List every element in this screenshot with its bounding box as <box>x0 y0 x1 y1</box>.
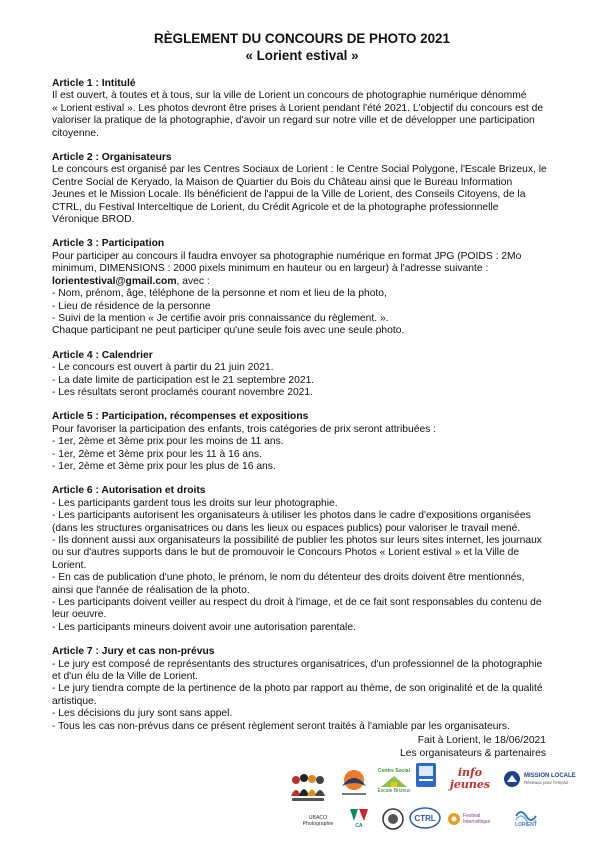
festival-text: Festival Interceltique <box>463 813 491 825</box>
signature-block <box>400 734 546 760</box>
article-line: Véronique BROD. <box>52 214 135 226</box>
article-line: citoyenne. <box>52 127 99 139</box>
ubaco-text: UBACO Photographie <box>302 815 334 827</box>
article-line: - Le jury tiendra compte de la pertinence de la photo par rapport au thème, de son originalité et de la qualité <box>52 683 543 695</box>
article-4 <box>52 350 552 400</box>
mission-locale-logo <box>503 764 578 794</box>
article-title: Article 7 : Jury et cas non-prévus <box>52 646 215 658</box>
info-jeunes-text: info jeunes <box>449 766 491 791</box>
article-line: Le concours est organisé par les Centres Sociaux de Lorient : le Centre Social Polygone, l'Escale Brizeux, le <box>52 164 547 176</box>
article-1 <box>52 78 552 140</box>
article-line: - Les participants gardent tous les droits sur leur photographie. <box>52 497 338 509</box>
email-suffix: , avec : <box>176 275 210 287</box>
article-title: Article 5 : Participation, récompenses et expositions <box>52 411 309 423</box>
article-line: - 1er, 2ème et 3ème prix pour les plus de 16 ans. <box>52 460 276 472</box>
article-line: valoriser la pratique de la photographie, d'avoir un regard sur notre ville et de développer une participation <box>52 115 535 127</box>
mission-locale-sub: Réseaux pour l'emploi <box>524 779 569 785</box>
lorient-text: LORIENT <box>515 822 537 828</box>
article-line: Pour favoriser la participation des enfants, trois catégories de prix seront attribuées : <box>52 423 437 435</box>
square-icon <box>415 762 437 788</box>
article-line: - Les décisions du jury sont sans appel. <box>52 708 233 720</box>
email-line <box>52 276 552 288</box>
article-line: « Lorient estival ». Les photos devront être prises à Lorient pendant l'été 2021. L'objectif du concours est de <box>52 102 544 114</box>
article-line: - Tous les cas non-prévus dans ce présent règlement seront traités à l'amiable par les organisateurs. <box>52 720 510 732</box>
article-title: Article 6 : Autorisation et droits <box>52 485 206 497</box>
people-icon <box>288 766 328 806</box>
square-logo <box>415 762 437 788</box>
ctrl-logo <box>408 805 442 831</box>
article-title: Article 3 : Participation <box>52 238 165 250</box>
article-line: CTRL, du Festival Interceltique de Lorient, du Crédit Agricole et de la photographe professionnelle <box>52 201 499 213</box>
article-line: et d'un élu de la Ville de Lorient. <box>52 671 199 683</box>
escale-brizeux-logo <box>374 764 414 798</box>
article-title: Article 4 : Calendrier <box>52 349 153 361</box>
article-line: Chaque participant ne peut participer qu'une seule fois avec une seule photo. <box>52 325 405 337</box>
article-line: - Les résultats seront proclamés courant novembre 2021. <box>52 386 313 398</box>
article-line: Centre Social de Keryado, la Maison de Quartier du Bois du Château ainsi que le Bureau Information <box>52 176 513 188</box>
lorient-logo <box>505 800 547 834</box>
article-line: Jeunes et le Mission Locale. Ils bénéficient de l'appui de la Ville de Lorient, des Conseils Citoyens, de la <box>52 189 526 201</box>
article-line: - Le concours est ouvert à partir du 21 juin 2021. <box>52 362 274 374</box>
article-line: ou sur d'autres supports dans le but de promouvoir le Concours Photos « Lorient estival » et la Ville de <box>52 547 520 559</box>
ubaco-logo <box>295 814 341 828</box>
article-line: - Les participants autorisent les organisateurs à utiliser les photos dans le cadre d'expositions organisées <box>52 510 531 522</box>
article-line: - Ils donnent aussi aux organisateurs la possibilité de publier les photos sur leurs sites internet, les journaux <box>52 535 542 546</box>
article-line: - Nom, prénom, âge, téléphone de la personne et nom et lieu de la photo, <box>52 288 387 300</box>
escale-brizeux-label: Escale Brizeux <box>377 788 411 794</box>
article-line: - 1er, 2ème et 3ème prix pour les moins de 11 ans. <box>52 436 284 448</box>
article-title: Article 1 : Intitulé <box>52 78 136 89</box>
article-line: leur oeuvre. <box>52 609 107 621</box>
signature-date: Fait à Lorient, le 18/06/2021 <box>417 735 546 746</box>
badge-icon <box>381 807 405 831</box>
ctrl-text: CTRL <box>414 814 436 823</box>
article-line: - La date limite de participation est le 21 septembre 2021. <box>52 374 315 386</box>
house-icon <box>379 774 409 788</box>
article-line: - Suivi de la mention « Je certifie avoir pris connaissance du règlement. ». <box>52 312 389 324</box>
contact-email-link[interactable]: lorientestival@gmail.com <box>52 275 177 287</box>
article-line: - Les participants mineurs doivent avoir une autorisation parentale. <box>52 621 356 633</box>
credit-agricole-icon <box>348 805 370 823</box>
ctrl-bus-icon <box>409 806 441 830</box>
people-logo <box>288 766 328 806</box>
badge-logo <box>380 806 406 832</box>
festival-interceltique-logo <box>447 806 501 832</box>
article-line: Lorient. <box>52 559 87 571</box>
info-jeunes-logo <box>440 764 500 794</box>
article-2 <box>52 152 552 226</box>
mission-locale-icon <box>503 770 521 788</box>
article-3 <box>52 238 552 337</box>
article-7 <box>52 646 552 733</box>
document-subtitle: « Lorient estival » <box>245 48 359 63</box>
article-line: Pour participer au concours il faudra envoyer sa photographie numérique en format JPG (POIDS : 2Mo <box>52 250 522 262</box>
article-line: ainsi que l'année de réalisation de la photo. <box>52 584 250 596</box>
centre-social-label: Centre Social <box>378 768 410 774</box>
wave-icon <box>515 806 537 822</box>
article-line: Il est ouvert, à toutes et à tous, sur la ville de Lorient un concours de photographie numérique dénommé <box>52 90 527 102</box>
ca-text: CA <box>355 823 363 829</box>
polygone-logo <box>336 764 372 800</box>
article-line: minimum, DIMENSIONS : 2000 pixels minimum en hauteur ou en largeur) à l'adresse suivante : <box>52 263 489 275</box>
triskel-icon <box>447 812 461 826</box>
credit-agricole-logo <box>345 802 373 832</box>
article-line: artistique. <box>52 695 97 707</box>
bird-icon <box>336 764 372 800</box>
article-line: (dans les structures organisatrices ou dans les lieux ou espaces publics) pour valoriser le travail mené. <box>52 522 521 534</box>
article-line: - Le jury est composé de représentants des structures organisatrices, d'un professionnel de la photographie <box>52 658 543 670</box>
signature-organisers: Les organisateurs & partenaires <box>400 748 546 759</box>
article-5 <box>52 411 552 473</box>
article-title: Article 2 : Organisateurs <box>52 152 172 164</box>
document-title: RÈGLEMENT DU CONCOURS DE PHOTO 2021 <box>154 31 450 46</box>
article-line: - Lieu de résidence de la personne <box>52 300 211 312</box>
article-line: - En cas de publication d'une photo, le prénom, le nom du détenteur des droits doivent être mentionnés, <box>52 572 525 584</box>
article-line: - Les participants doivent veiller au respect du droit à l'image, et de ce fait sont responsables du contenu de <box>52 597 542 609</box>
article-line: - 1er, 2ème et 3ème prix pour les 11 à 16 ans. <box>52 448 262 460</box>
rules-document <box>52 30 552 745</box>
article-6 <box>52 485 552 634</box>
mission-locale-text: MISSION LOCALE <box>524 772 576 779</box>
